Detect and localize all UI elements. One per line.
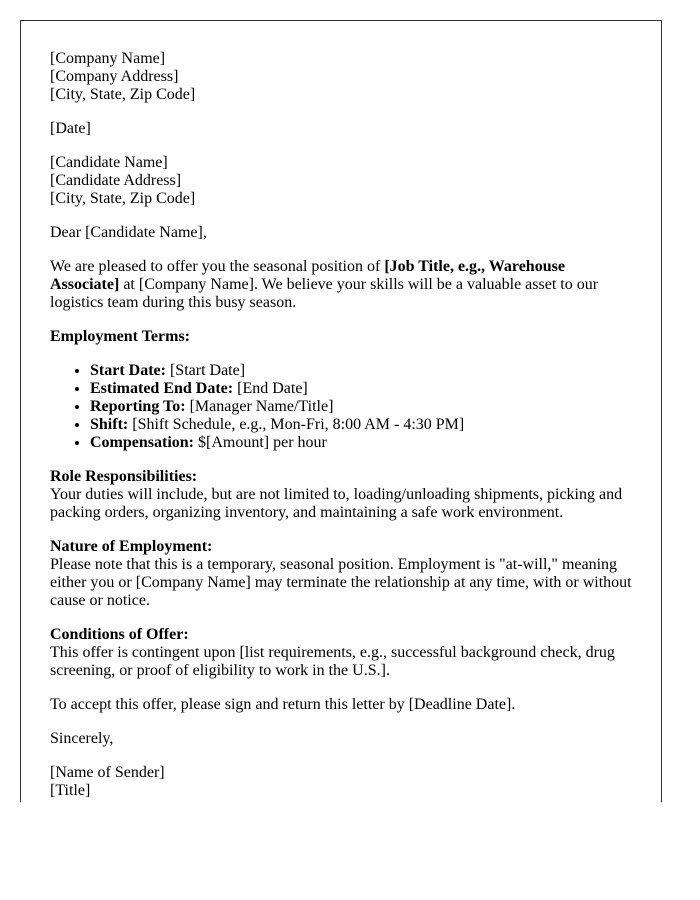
- term-label: Estimated End Date:: [90, 380, 234, 397]
- term-label: Shift:: [90, 416, 129, 433]
- signature-block: [50, 764, 632, 800]
- term-value: [Shift Schedule, e.g., Mon-Fri, 8:00 AM - 4:30 PM]: [128, 416, 465, 433]
- term-label: Start Date:: [90, 362, 166, 379]
- intro-text-end: at [Company Name]. We believe your skills will be a valuable asset to our logistics team during this busy season.: [50, 276, 599, 311]
- salutation: Dear [Candidate Name],: [50, 224, 207, 241]
- intro-paragraph: [50, 258, 632, 312]
- term-value: [End Date]: [233, 380, 308, 397]
- job-title: [Job Title, e.g., Warehouse Associate]: [50, 258, 565, 293]
- terms-heading-text: Employment Terms:: [50, 328, 190, 345]
- recipient-address: [50, 154, 632, 208]
- term-value: [Start Date]: [165, 362, 246, 379]
- intro-text: We are pleased to offer you the seasonal position of: [50, 258, 385, 275]
- term-compensation: [90, 434, 632, 452]
- term-value: $[Amount] per hour: [194, 434, 327, 451]
- section-heading: Nature of Employment:: [50, 538, 213, 555]
- sender-title: [Title]: [50, 782, 91, 799]
- section-nature-of-employment: [50, 538, 632, 610]
- section-body: Please note that this is a temporary, seasonal position. Employment is "at-will," meaning either you or [Company Name] may terminate the relationship at any time, with or without cause or notice.: [50, 556, 632, 609]
- section-heading: Role Responsibilities:: [50, 468, 198, 485]
- section-role-responsibilities: [50, 468, 632, 522]
- term-end-date: [90, 380, 632, 398]
- term-start-date: [90, 362, 632, 380]
- terms-list: [50, 362, 632, 452]
- term-label: Compensation:: [90, 434, 195, 451]
- closing: Sincerely,: [50, 730, 114, 747]
- section-heading: Conditions of Offer:: [50, 626, 189, 643]
- offer-letter: [20, 20, 662, 802]
- company-city: [City, State, Zip Code]: [50, 86, 196, 103]
- term-reporting-to: [90, 398, 632, 416]
- section-conditions-of-offer: [50, 626, 632, 680]
- candidate-city: [City, State, Zip Code]: [50, 190, 196, 207]
- company-name: [Company Name]: [50, 50, 166, 67]
- company-address: [Company Address]: [50, 68, 179, 85]
- terms-heading: [50, 328, 632, 346]
- term-label: Reporting To:: [90, 398, 186, 415]
- letter-date: [Date]: [50, 120, 91, 137]
- section-body: This offer is contingent upon [list requirements, e.g., successful background check, drug screening, or proof of eligibility to work in the U.S.].: [50, 644, 615, 679]
- acceptance-paragraph: To accept this offer, please sign and return this letter by [Deadline Date].: [50, 696, 516, 713]
- sender-name: [Name of Sender]: [50, 764, 165, 781]
- candidate-address: [Candidate Address]: [50, 172, 182, 189]
- candidate-name: [Candidate Name]: [50, 154, 168, 171]
- term-value: [Manager Name/Title]: [185, 398, 334, 415]
- term-shift: [90, 416, 632, 434]
- section-body: Your duties will include, but are not limited to, loading/unloading shipments, picking and packing orders, organizing inventory, and maintaining a safe work environment.: [50, 486, 623, 521]
- sender-address: [50, 50, 632, 104]
